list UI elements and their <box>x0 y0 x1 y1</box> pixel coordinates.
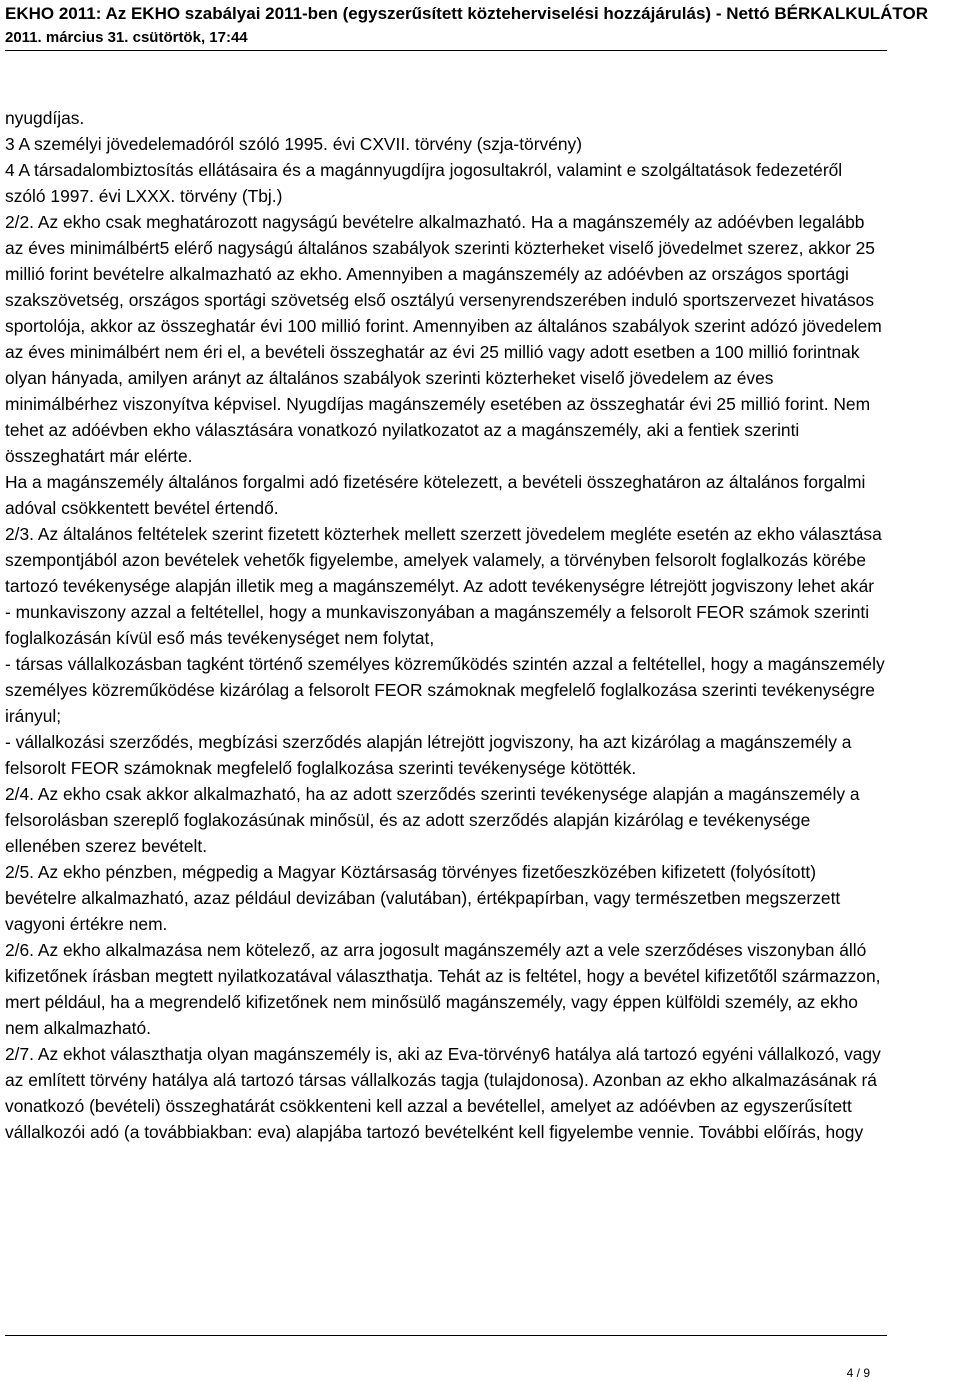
page-number: 4 / 9 <box>846 1366 870 1380</box>
footer-divider <box>5 1335 887 1336</box>
footnote-4: 4 A társadalombiztosítás ellátásaira és a magánnyugdíjra jogosultakról, valamint e szolgáltatások fedezetéről szóló 1997. évi LXXX. törvény (Tbj.) <box>5 160 843 206</box>
list-item: - munkaviszony azzal a feltétellel, hogy a munkaviszonyában a magánszemély a felsorolt FEOR számok szerinti foglalkozásán kívül eső más tevékenységet nem folytat, <box>5 602 870 648</box>
document-date: 2011. március 31. csütörtök, 17:44 <box>5 29 248 46</box>
section-2-2: 2/2. Az ekho csak meghatározott nagyságú bevételre alkalmazható. Ha a magánszemély az adóévben legalább az éves minimálbért5 elérő nagyságú általános szabályok szerinti közterheket viselő jövedelmet szerez, akkor 25 millió forint bevételre alkalmazható az ekho. Amennyiben a magánszemély az adóévben az országos sportági szakszövetség, országos sportági szövetség első osztályú versenyrendszerében induló sportszervezet hivatásos sportolója, akkor az összeghatár évi 100 millió forint. Amennyiben az általános szabályok szerint adózó jövedelem az éves minimálbért nem éri el, a bevételi összeghatár az évi 25 millió vagy adott esetben a 100 millió forintnak olyan hányada, amilyen arányt az általános szabályok szerinti közterheket viselő jövedelem az éves minimálbérhez viszonyítva képvisel. Nyugdíjas magánszemély esetében az összeghatár évi 25 millió forint. Nem tehet az adóévben ekho választására vonatkozó nyilatkozatot az a magánszemély, aki a fentiek szerinti összeghatárt már elérte. <box>5 212 882 466</box>
footnote-3: 3 A személyi jövedelemadóról szóló 1995. évi CXVII. törvény (szja-törvény) <box>5 134 583 154</box>
header-divider <box>5 50 887 51</box>
section-2-5: 2/5. Az ekho pénzben, mégpedig a Magyar Köztársaság törvényes fizetőeszközében kifizetett (folyósított) bevételre alkalmazható, azaz például devizában (valutában), értékpapírban, vagy természetben megszerzett vagyoni értékre nem. <box>5 862 841 934</box>
section-2-7: 2/7. Az ekhot választhatja olyan magánszemély is, aki az Eva-törvény6 hatálya alá tartozó egyéni vállalkozó, vagy az említett törvény hatálya alá tartozó társas vállalkozás tagja (tulajdonosa). Azonban az ekho alkalmazásának rá vonatkozó (bevételi) összeghatárát csökkenteni kell azzal a bevétellel, amelyet az adóévben az egyszerűsített vállalkozói adó (a továbbiakban: eva) alapjába tartozó bevételként kell figyelembe vennie. További előírás, hogy <box>5 1044 881 1142</box>
section-2-4: 2/4. Az ekho csak akkor alkalmazható, ha az adott szerződés szerinti tevékenysége alapján a magánszemély a felsorolásban szereplő foglakozásúnak minősül, és az adott szerződés alapján kizárólag e tevékenysége ellenében szerez bevételt. <box>5 784 860 856</box>
list-item: - társas vállalkozásban tagként történő személyes közreműködés szintén azzal a feltétellel, hogy a magánszemély személyes közreműködése kizárólag a felsorolt FEOR számoknak megfelelő foglalkozása szerinti tevékenységre irányul; <box>5 654 885 726</box>
document-title: EKHO 2011: Az EKHO szabályai 2011-ben (egyszerűsített közteherviselési hozzájárulás) - Nettó BÉRKALKULÁTOR <box>5 4 928 23</box>
section-2-3: 2/3. Az általános feltételek szerint fizetett közterhek mellett szerzett jövedelem megléte esetén az ekho választása szempontjából azon bevételek vehetők figyelembe, amelyek valamely, a törvényben felsorolt foglalkozás körébe tartozó tevékenysége alapján illetik meg a magánszemélyt. Az adott tevékenységre létrejött jogviszony lehet akár <box>5 524 882 596</box>
paragraph: Ha a magánszemély általános forgalmi adó fizetésére kötelezett, a bevételi összeghatáron az általános forgalmi adóval csökkentett bevétel értendő. <box>5 472 866 518</box>
section-2-6: 2/6. Az ekho alkalmazása nem kötelező, az arra jogosult magánszemély azt a vele szerződéses viszonyban álló kifizetőnek írásban megtett nyilatkozatával választhatja. Tehát az is feltétel, hogy a bevétel kifizetőtől származzon, mert például, ha a megrendelő kifizetőnek nem minősülő magánszemély, vagy éppen külföldi személy, az ekho nem alkalmazható. <box>5 940 881 1038</box>
paragraph: nyugdíjas. <box>5 108 85 128</box>
document-body <box>5 105 885 1145</box>
list-item: - vállalkozási szerződés, megbízási szerződés alapján létrejött jogviszony, ha azt kizárólag a magánszemély a felsorolt FEOR számoknak megfelelő foglalkozása szerinti tevékenysége kötötték. <box>5 732 852 778</box>
